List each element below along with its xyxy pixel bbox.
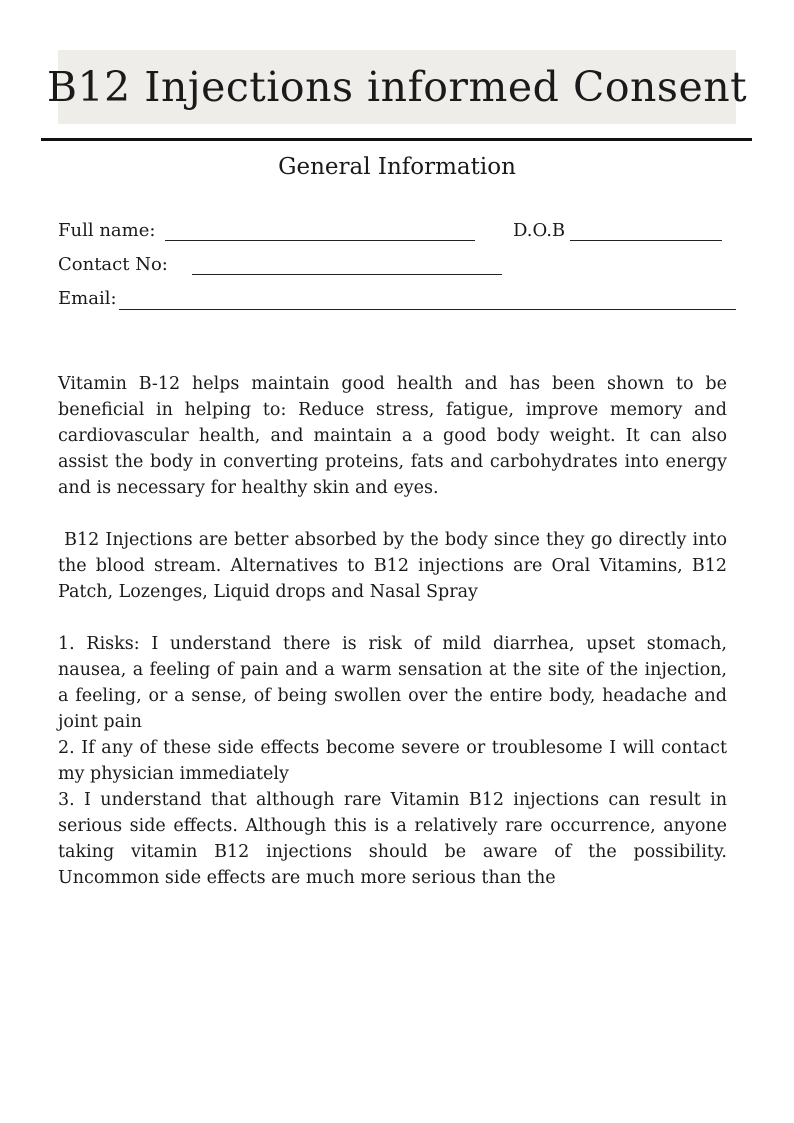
full-name-label: Full name:: [58, 220, 156, 241]
title-banner: [46, 50, 748, 124]
intro-paragraph: Vitamin B-12 helps maintain good health and has been shown to be beneficial in helping to: Reduce stress, fatigue, improve memory and cardiovascular health, and maintain a a good body weight. It can also assist the body in converting proteins, fats and carbohydrates into energy and is necessary for healthy skin and eyes.: [58, 374, 727, 498]
full-name-field[interactable]: [165, 240, 475, 241]
side-effects-item: 2. If any of these side effects become severe or troublesome I will contact my physician immediately: [58, 738, 727, 784]
section-heading: General Information: [278, 154, 516, 180]
contact-field[interactable]: [192, 274, 502, 275]
dob-field[interactable]: [570, 240, 722, 241]
serious-effects-item: 3. I understand that although rare Vitamin B12 injections can result in serious side effects. Although this is a relatively rare occurrence, anyone taking vitamin B12 injections should be aware of the possibility. Uncommon side effects are much more serious than the: [58, 790, 727, 888]
email-label: Email:: [58, 288, 117, 309]
absorption-paragraph: B12 Injections are better absorbed by the body since they go directly into the blood stream. Alternatives to B12 injections are Oral Vitamins, B12 Patch, Lozenges, Liquid drops and Nasal Spray: [58, 530, 733, 602]
risks-item: 1. Risks: I understand there is risk of mild diarrhea, upset stomach, nausea, a feeling of pain and a warm sensation at the site of the injection, a feeling, or a sense, of being swollen over the entire body, headache and joint pain: [58, 634, 727, 732]
contact-label: Contact No:: [58, 254, 168, 275]
dob-label: D.O.B: [513, 220, 566, 241]
title-divider: [41, 138, 752, 141]
document-title: B12 Injections informed Consent: [46, 63, 748, 111]
email-field[interactable]: [119, 309, 736, 310]
